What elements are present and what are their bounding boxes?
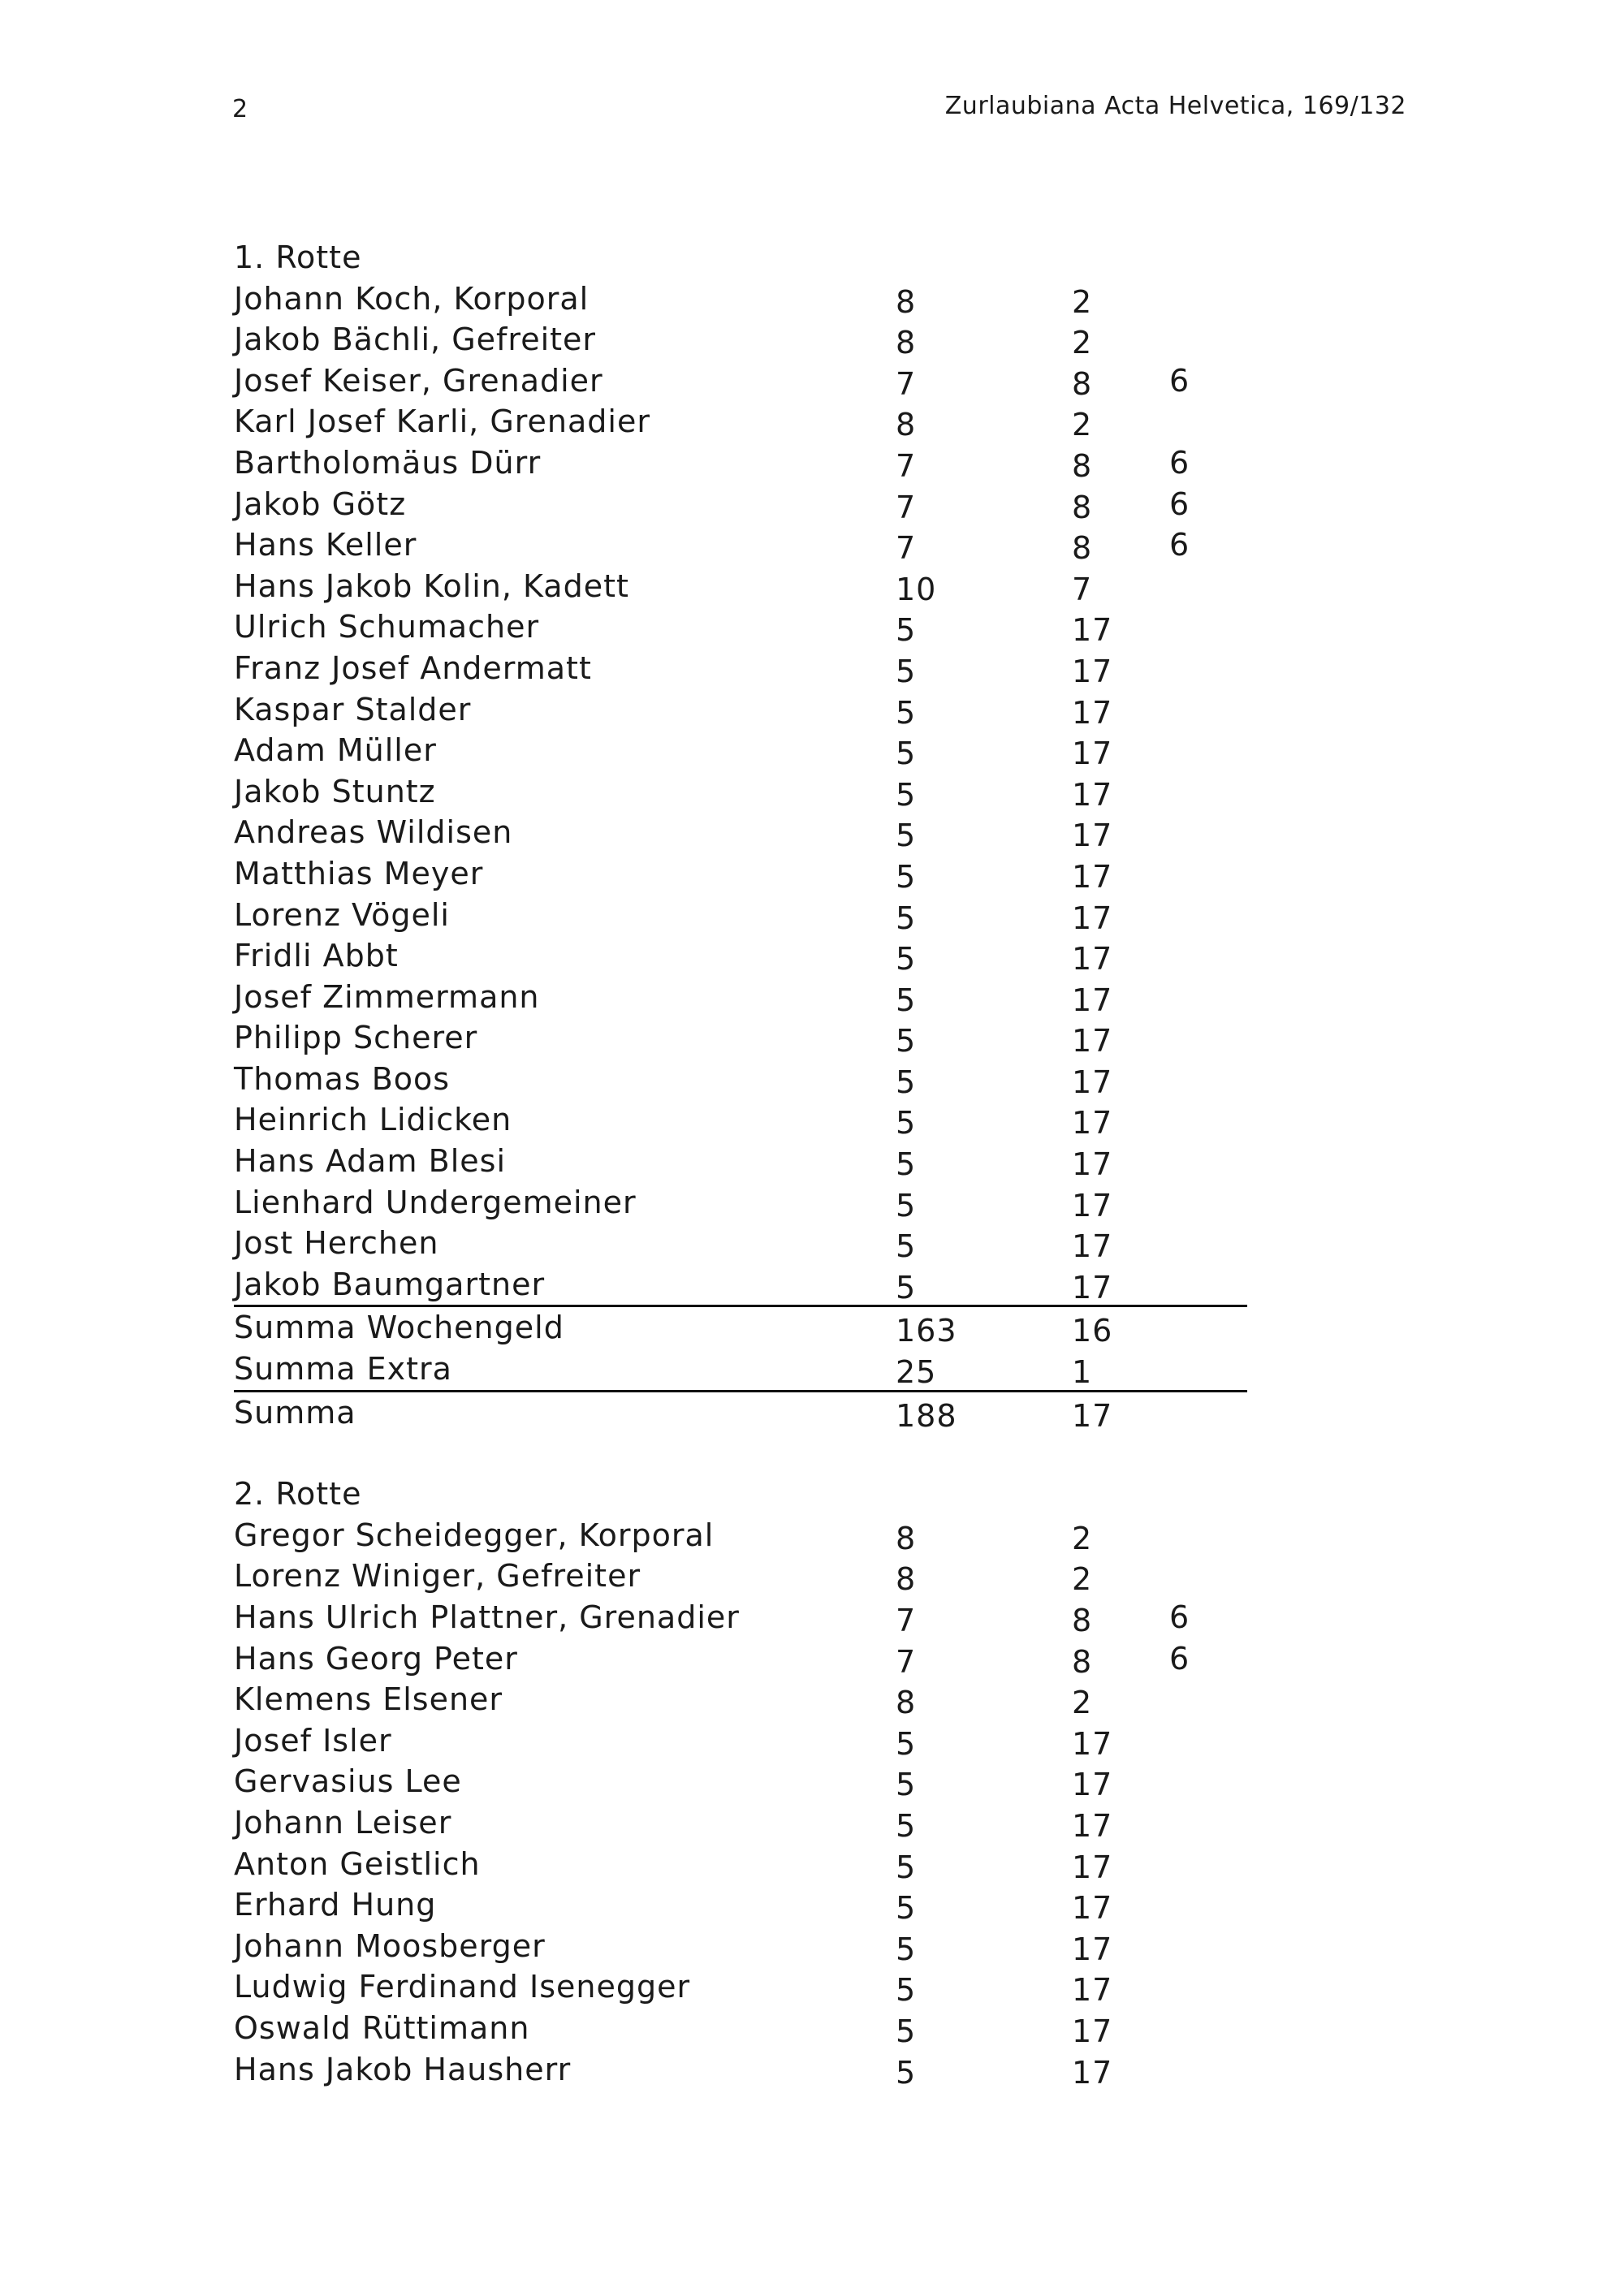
person-name: Hans Jakob Hausherr [234, 2051, 572, 2087]
section-gap [234, 1433, 1289, 1474]
person-name: Anton Geistlich [234, 1845, 481, 1882]
person-name: Gregor Scheidegger, Korporal [234, 1517, 715, 1553]
person-name: Johann Moosberger [234, 1927, 546, 1964]
section-title-rotte-1: 1. Rotte [234, 240, 362, 275]
value-2: 8 [1072, 530, 1093, 567]
value-1: 5 [896, 736, 917, 772]
value-2: 17 [1072, 1064, 1113, 1100]
table-row [234, 730, 1289, 771]
person-name: Lienhard Undergemeiner [234, 1184, 637, 1220]
table-row [234, 1761, 1289, 1802]
table-row [234, 1720, 1289, 1762]
value-1: 5 [896, 1187, 917, 1224]
value-1: 7 [896, 530, 917, 567]
value-2: 17 [1072, 2013, 1113, 2049]
table-row [234, 524, 1289, 566]
person-name: Jakob Götz [234, 486, 407, 522]
value-2: 17 [1072, 858, 1113, 895]
person-name: Heinrich Lidicken [234, 1102, 512, 1138]
value-1: 5 [896, 612, 917, 649]
table-row [234, 401, 1289, 442]
value-1: 7 [896, 1603, 917, 1638]
table-row [234, 1099, 1289, 1141]
table-row [234, 1884, 1289, 1926]
person-name: Kaspar Stalder [234, 691, 472, 727]
table-row [234, 977, 1289, 1018]
table-row [234, 1966, 1289, 2008]
value-1: 8 [896, 1520, 917, 1556]
person-name: Ulrich Schumacher [234, 609, 540, 645]
person-name: Karl Josef Karli, Grenadier [234, 404, 650, 440]
value-1: 5 [896, 1807, 917, 1844]
value-1: 5 [896, 900, 917, 936]
value-2: 17 [1072, 1890, 1113, 1927]
value-2: 17 [1072, 900, 1113, 936]
person-name: Jakob Bächli, Gefreiter [234, 322, 597, 358]
value-3: 6 [1169, 527, 1190, 563]
table-row [234, 1926, 1289, 1967]
person-name: Josef Isler [234, 1722, 392, 1759]
person-name: Gervasius Lee [234, 1763, 462, 1800]
person-name: Hans Jakob Kolin, Kadett [234, 568, 629, 604]
value-2: 2 [1072, 1685, 1093, 1721]
person-name: Matthias Meyer [234, 855, 484, 891]
value-2: 17 [1072, 1146, 1113, 1183]
person-name: Philipp Scherer [234, 1020, 478, 1056]
table-row [234, 771, 1289, 813]
value-2: 17 [1072, 1228, 1113, 1265]
value-1: 5 [896, 982, 917, 1018]
value-1: 5 [896, 1228, 917, 1265]
value-2: 17 [1072, 612, 1113, 649]
value-1: 5 [896, 1972, 917, 2009]
value-1: 5 [896, 776, 917, 813]
value-1: 5 [896, 694, 917, 731]
value-2: 8 [1072, 1603, 1093, 1638]
value-1: 8 [896, 283, 917, 320]
sum-total-row [234, 1390, 1247, 1434]
value-2: 17 [1072, 1105, 1113, 1142]
table-row [234, 812, 1289, 853]
table-row [234, 1802, 1289, 1844]
table-row [234, 606, 1289, 648]
table-row [234, 1182, 1289, 1224]
value-2: 17 [1072, 653, 1113, 689]
section-1-table [234, 278, 1289, 1306]
sum-label: Summa Extra [234, 1351, 452, 1388]
person-name: Johann Leiser [234, 1804, 452, 1841]
person-name: Hans Georg Peter [234, 1640, 518, 1677]
person-name: Thomas Boos [234, 1060, 451, 1097]
value-1: 5 [896, 1269, 917, 1306]
person-name: Hans Keller [234, 527, 417, 563]
person-name: Bartholomäus Dürr [234, 444, 542, 481]
person-name: Jakob Stuntz [234, 773, 436, 809]
sum-wochengeld-row [234, 1305, 1247, 1349]
sum-value-2: 17 [1072, 1397, 1113, 1434]
value-2: 17 [1072, 1931, 1113, 1967]
person-name: Josef Keiser, Grenadier [234, 362, 603, 399]
table-row [234, 2049, 1289, 2091]
person-name: Adam Müller [234, 732, 437, 769]
sum-value-1: 25 [896, 1354, 937, 1391]
table-row [234, 2008, 1289, 2049]
person-name: Lorenz Vögeli [234, 896, 450, 933]
value-1: 5 [896, 1023, 917, 1060]
document-body [234, 237, 1289, 2090]
value-1: 5 [896, 818, 917, 854]
table-row [234, 1556, 1289, 1597]
table-row [234, 648, 1289, 689]
value-3: 6 [1169, 1599, 1190, 1635]
value-2: 17 [1072, 1849, 1113, 1885]
sum-value-2: 1 [1072, 1354, 1093, 1391]
table-row [234, 689, 1289, 731]
person-name: Hans Adam Blesi [234, 1143, 507, 1180]
sum-extra-row [234, 1349, 1247, 1390]
value-2: 2 [1072, 283, 1093, 320]
table-row [234, 442, 1289, 484]
person-name: Oswald Rüttimann [234, 2009, 530, 2046]
table-row [234, 895, 1289, 936]
person-name: Fridli Abbt [234, 938, 399, 974]
page-number: 2 [232, 95, 248, 123]
value-3: 6 [1169, 1640, 1190, 1677]
table-row [234, 1059, 1289, 1100]
value-1: 5 [896, 941, 917, 978]
person-name: Josef Zimmermann [234, 978, 540, 1015]
value-2: 17 [1072, 1972, 1113, 2009]
value-1: 7 [896, 447, 917, 484]
value-2: 17 [1072, 736, 1113, 772]
value-2: 17 [1072, 776, 1113, 813]
value-2: 17 [1072, 1807, 1113, 1844]
value-2: 8 [1072, 365, 1093, 402]
person-name: Lorenz Winiger, Gefreiter [234, 1558, 641, 1595]
value-2: 2 [1072, 1520, 1093, 1556]
sum-value-2: 16 [1072, 1313, 1113, 1349]
value-2: 17 [1072, 1269, 1113, 1306]
value-1: 8 [896, 1685, 917, 1721]
value-1: 7 [896, 1643, 917, 1680]
table-row [234, 1141, 1289, 1182]
section-2-table [234, 1515, 1289, 2090]
person-name: Jakob Baumgartner [234, 1266, 546, 1302]
value-2: 17 [1072, 818, 1113, 854]
table-row [234, 1844, 1289, 1885]
table-row [234, 1017, 1289, 1059]
section-title-rotte-2: 2. Rotte [234, 1476, 362, 1513]
person-name: Jost Herchen [234, 1225, 439, 1262]
value-1: 8 [896, 325, 917, 361]
table-row [234, 1515, 1289, 1556]
value-1: 5 [896, 653, 917, 689]
value-2: 17 [1072, 1767, 1113, 1803]
table-row [234, 853, 1289, 895]
value-1: 7 [896, 489, 917, 525]
value-1: 7 [896, 365, 917, 402]
value-2: 8 [1072, 1643, 1093, 1680]
value-1: 8 [896, 407, 917, 443]
value-3: 6 [1169, 362, 1190, 399]
value-1: 5 [896, 1725, 917, 1762]
value-1: 8 [896, 1561, 917, 1598]
value-2: 2 [1072, 1561, 1093, 1598]
table-row [234, 484, 1289, 525]
table-row [234, 1597, 1289, 1638]
value-1: 5 [896, 1146, 917, 1183]
table-row [234, 566, 1289, 607]
value-1: 5 [896, 2054, 917, 2091]
value-2: 17 [1072, 694, 1113, 731]
value-2: 17 [1072, 2054, 1113, 2091]
sum-label: Summa Wochengeld [234, 1310, 564, 1346]
person-name: Johann Koch, Korporal [234, 280, 590, 317]
sum-value-1: 188 [896, 1397, 957, 1434]
value-1: 5 [896, 1064, 917, 1100]
person-name: Hans Ulrich Plattner, Grenadier [234, 1599, 740, 1635]
value-2: 17 [1072, 1725, 1113, 1762]
table-row [234, 1638, 1289, 1680]
value-1: 5 [896, 1931, 917, 1967]
value-2: 17 [1072, 982, 1113, 1018]
document-title: Zurlaubiana Acta Helvetica, 169/132 [944, 92, 1406, 120]
table-row [234, 360, 1289, 402]
value-2: 17 [1072, 1187, 1113, 1224]
person-name: Erhard Hung [234, 1887, 437, 1923]
table-row [234, 1223, 1289, 1264]
value-2: 7 [1072, 571, 1093, 607]
person-name: Franz Josef Andermatt [234, 650, 592, 686]
value-2: 2 [1072, 407, 1093, 443]
person-name: Klemens Elsener [234, 1681, 503, 1718]
value-1: 5 [896, 2013, 917, 2049]
table-row [234, 935, 1289, 977]
sum-value-1: 163 [896, 1313, 957, 1349]
table-row [234, 1264, 1289, 1306]
sum-label: Summa [234, 1394, 356, 1431]
table-row [234, 319, 1289, 360]
person-name: Andreas Wildisen [234, 814, 513, 851]
value-2: 17 [1072, 1023, 1113, 1060]
value-1: 5 [896, 858, 917, 895]
value-1: 5 [896, 1849, 917, 1885]
value-1: 5 [896, 1767, 917, 1803]
value-2: 17 [1072, 941, 1113, 978]
value-2: 8 [1072, 489, 1093, 525]
value-3: 6 [1169, 444, 1190, 481]
value-1: 10 [896, 571, 937, 607]
value-3: 6 [1169, 486, 1190, 522]
value-1: 5 [896, 1890, 917, 1927]
person-name: Ludwig Ferdinand Isenegger [234, 1969, 691, 2005]
value-2: 2 [1072, 325, 1093, 361]
table-row [234, 1679, 1289, 1720]
value-1: 5 [896, 1105, 917, 1142]
value-2: 8 [1072, 447, 1093, 484]
table-row [234, 278, 1289, 320]
